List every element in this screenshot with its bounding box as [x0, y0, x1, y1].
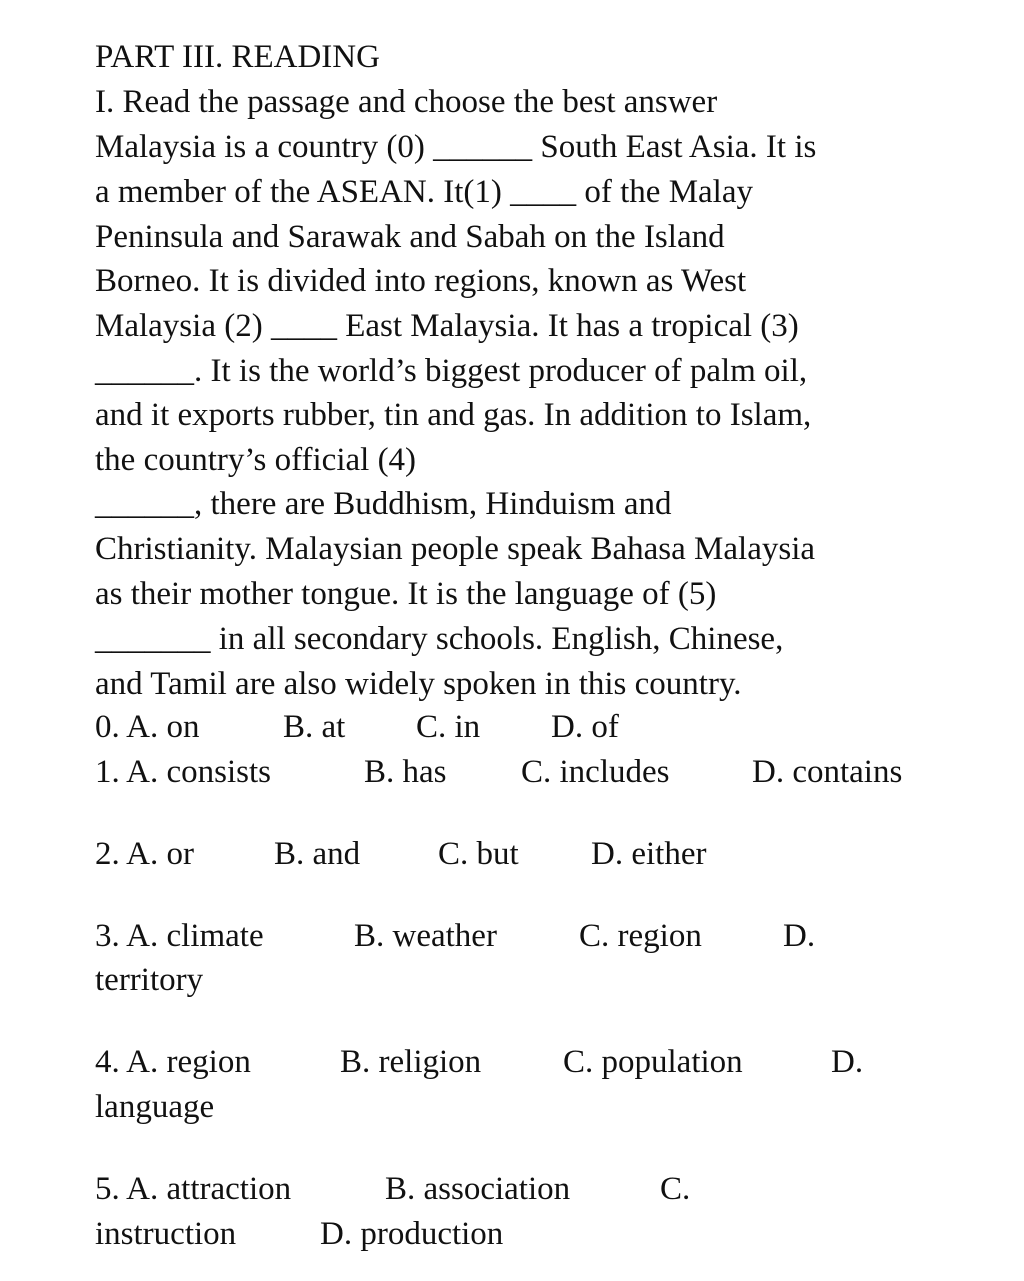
- option-d: D. of: [551, 709, 619, 745]
- option-c: C. includes: [521, 754, 670, 790]
- option-a: 1. A. consists: [95, 754, 272, 790]
- option-c: C.: [660, 1171, 691, 1207]
- option-a: 4. A. region: [95, 1044, 251, 1080]
- option-d: D. either: [591, 836, 707, 872]
- option-a: 5. A. attraction: [95, 1171, 292, 1207]
- option-a: 0. A. on: [95, 709, 200, 745]
- passage-line: Malaysia (2) ____ East Malaysia. It has a tropical (3): [95, 308, 799, 344]
- option-d: D. contains: [752, 754, 903, 790]
- option-d: D.: [783, 918, 816, 954]
- option-d: D. production: [320, 1216, 504, 1252]
- passage-line: Christianity. Malaysian people speak Bahasa Malaysia: [95, 531, 816, 567]
- passage-line: ______, there are Buddhism, Hinduism and: [95, 486, 672, 522]
- instruction-text: I. Read the passage and choose the best answer: [95, 84, 718, 120]
- passage-line: Malaysia is a country (0) ______ South East Asia. It is: [95, 129, 817, 165]
- option-d-continued: language: [95, 1089, 215, 1125]
- passage-line: a member of the ASEAN. It(1) ____ of the Malay: [95, 174, 754, 210]
- passage-line: Peninsula and Sarawak and Sabah on the Island: [95, 219, 725, 255]
- option-c: C. population: [563, 1044, 743, 1080]
- option-c-continued: instruction: [95, 1216, 237, 1252]
- passage-line: and it exports rubber, tin and gas. In addition to Islam,: [95, 397, 812, 433]
- option-b: B. religion: [340, 1044, 482, 1080]
- passage-line: as their mother tongue. It is the language of (5): [95, 576, 717, 612]
- passage-line: ______. It is the world’s biggest producer of palm oil,: [95, 353, 808, 389]
- option-b: B. association: [385, 1171, 571, 1207]
- option-d-continued: territory: [95, 962, 204, 998]
- passage-line: _______ in all secondary schools. English, Chinese,: [95, 621, 784, 657]
- option-b: B. at: [283, 709, 346, 745]
- passage-line: Borneo. It is divided into regions, known as West: [95, 263, 747, 299]
- option-a: 2. A. or: [95, 836, 194, 872]
- option-b: B. weather: [354, 918, 497, 954]
- passage-line: and Tamil are also widely spoken in this country.: [95, 666, 742, 702]
- option-b: B. and: [274, 836, 361, 872]
- option-c: C. region: [579, 918, 702, 954]
- option-c: C. in: [416, 709, 481, 745]
- option-b: B. has: [364, 754, 447, 790]
- option-c: C. but: [438, 836, 519, 872]
- option-d: D.: [831, 1044, 864, 1080]
- passage-line: the country’s official (4): [95, 442, 417, 478]
- section-header: PART III. READING: [95, 39, 380, 75]
- option-a: 3. A. climate: [95, 918, 264, 954]
